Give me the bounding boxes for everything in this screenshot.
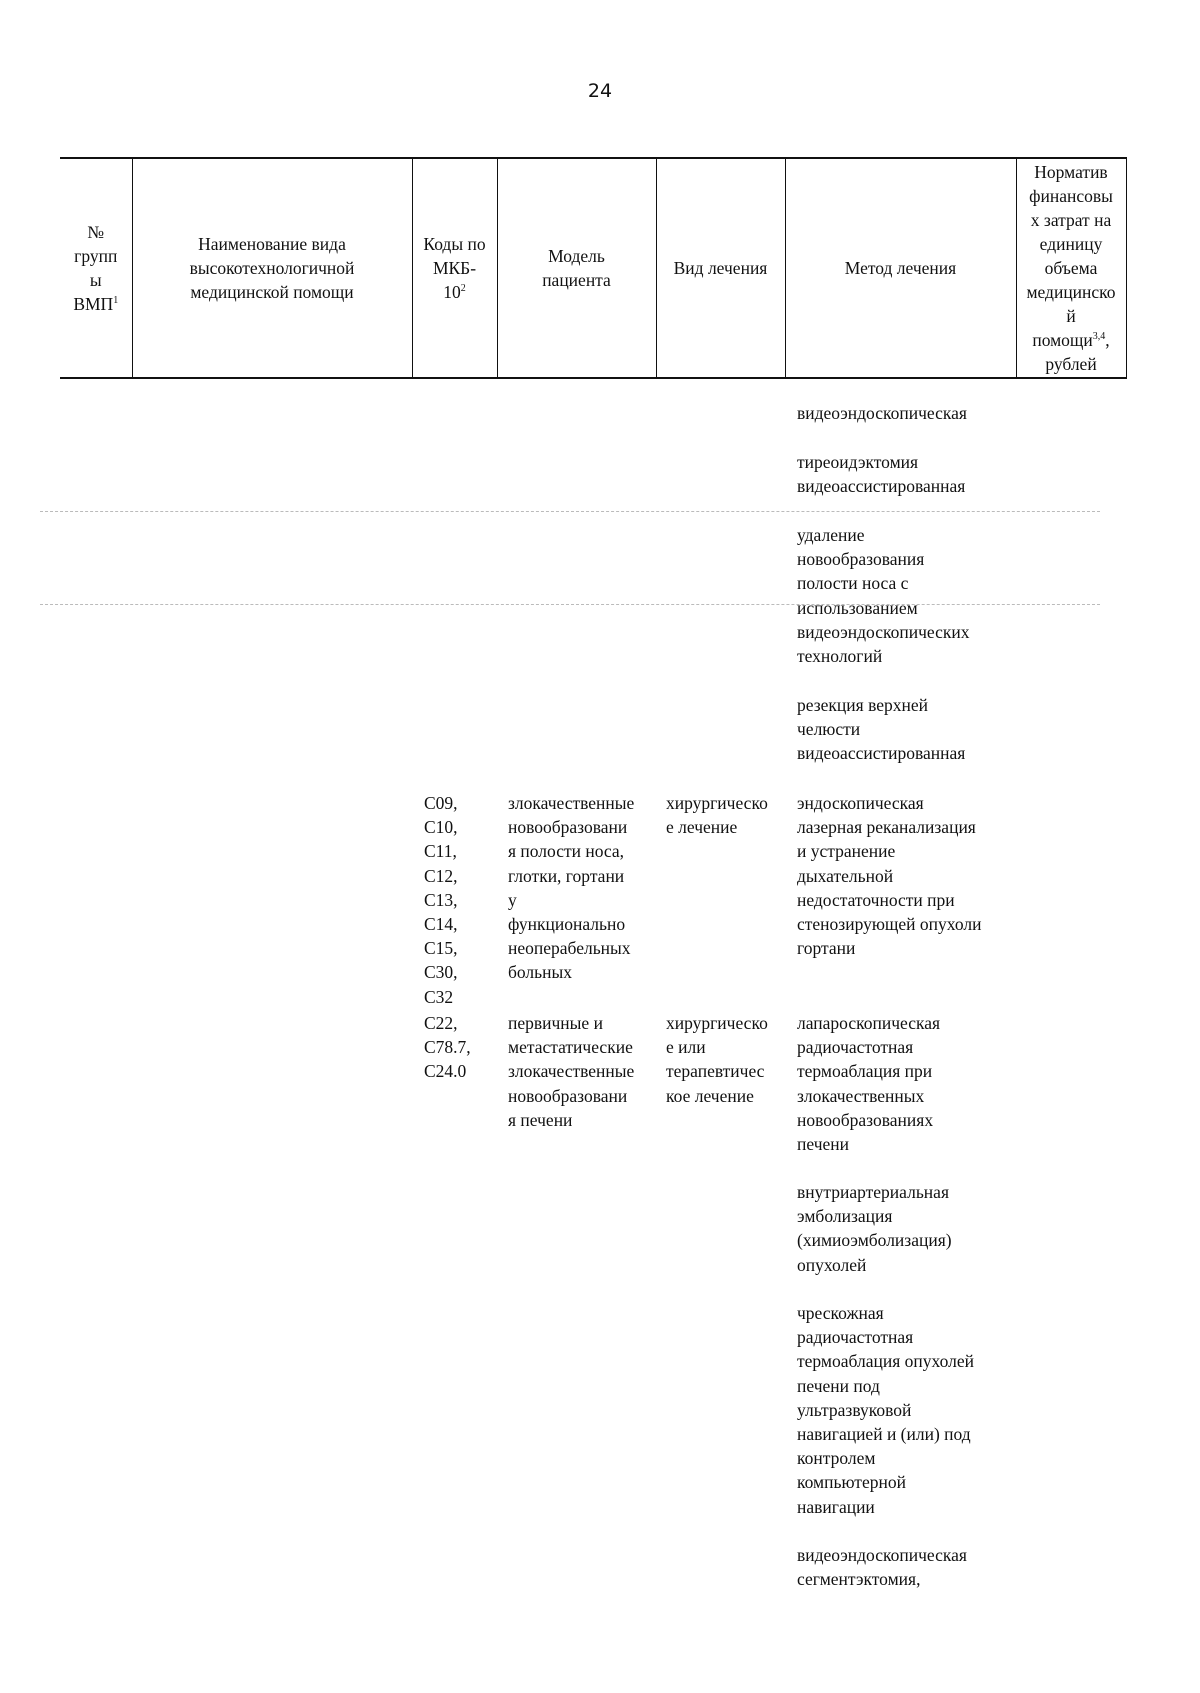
header-group-number: № групп ы ВМП$^1$ (60, 158, 132, 378)
method-cell: видеоэндоскопическая сегментэктомия, (797, 1545, 967, 1590)
method-cell: лапароскопическая радиочастотная термоаблация при злокачественных новообразованиях печени (797, 1013, 941, 1155)
header-treatment-method: Метод лечения (785, 158, 1016, 378)
icd-codes-cell: C09, C10, C11, C12, C13, C14, C15, C30, C32 (424, 793, 458, 1007)
scan-artifact-line (40, 511, 1100, 512)
patient-model-cell: злокачественные новообразовани я полости носа, глотки, гортани у функционально неоперабельных больных (508, 793, 635, 983)
method-cell: видеоэндоскопическая (797, 403, 967, 423)
header-financial-norm: Норматив финансовы х затрат на единицу объема медицинско й помощи$^{3,4}$, рублей (1016, 158, 1126, 378)
method-cell: эндоскопическая лазерная реканализация и устранение дыхательной недостаточности при стенозирующей опухоли гортани (797, 793, 982, 959)
header-icd-codes: Коды по МКБ- $10^2$ (412, 158, 497, 378)
patient-model-cell: первичные и метастатические злокачественные новообразовани я печени (508, 1013, 635, 1130)
header-treatment-type: Вид лечения (656, 158, 785, 378)
treatment-type-cell: хирургическо е лечение (666, 793, 768, 838)
table-header (60, 157, 1127, 379)
page-number: 24 (587, 80, 613, 102)
method-cell: внутриартериальная эмболизация (химиоэмболизация) опухолей (797, 1182, 952, 1275)
header-patient-model: Модель пациента (497, 158, 656, 378)
method-cell: чрескожная радиочастотная термоаблация опухолей печени под ультразвуковой навигацией и (или) под контролем компьютерной навигации (797, 1303, 974, 1517)
method-cell: резекция верхней челюсти видеоассистированная (797, 695, 966, 764)
treatment-type-cell: хирургическо е или терапевтичес кое лечение (666, 1013, 768, 1106)
method-cell: удаление новообразования полости носа с использованием видеоэндоскопических технологий (797, 525, 970, 667)
icd-codes-cell: C22, C78.7, C24.0 (424, 1013, 471, 1082)
header-care-name: Наименование вида высокотехнологичной медицинской помощи (132, 158, 412, 378)
method-cell: тиреоидэктомия видеоассистированная (797, 452, 966, 497)
